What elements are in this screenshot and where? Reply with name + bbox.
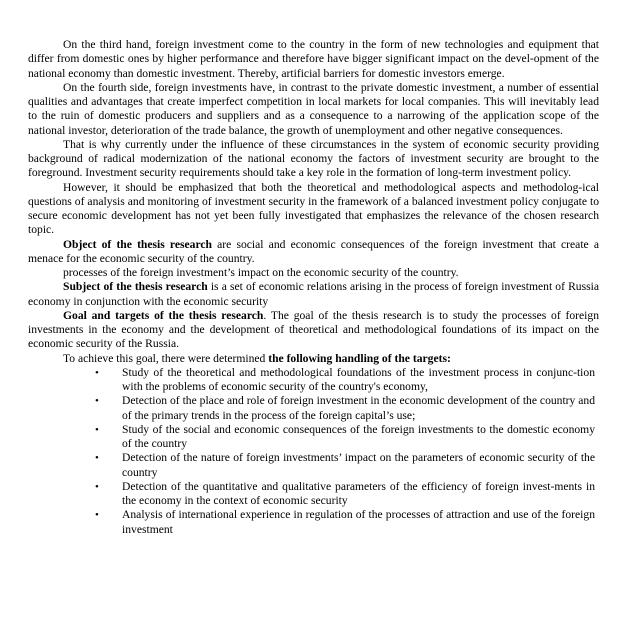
paragraph-object <box>28 238 599 267</box>
paragraph-relevance: However, it should be emphasized that both the theoretical and methodological aspects and methodolog-ical questions of analysis and monitoring of investment security in the framework of a balanced investment policy conjugate to secure economic development has not yet been fully investigated that emphasizes the relevance of the chosen research topic. <box>28 180 599 237</box>
document-page <box>28 38 599 537</box>
list-item-text: Study of the social and economic consequences of the foreign investments to the domestic economy of the country <box>122 422 595 450</box>
list-item-text: Analysis of international experience in regulation of the processes of attraction and use of the foreign investment <box>122 508 595 536</box>
goal-text: . The goal of the thesis research is to study the processes of foreign investments in the economy and the development of theoretical and methodological foundations of its impact on the economic security of the Russia. <box>28 308 599 351</box>
list-item-text: Detection of the nature of foreign investments’ impact on the parameters of economic security of the country <box>122 451 595 479</box>
object-text: are social and economic consequences of the foreign investment that create a menace for the economic security of the country. <box>28 237 599 265</box>
paragraph-subject <box>28 280 599 309</box>
paragraph-third-hand: On the third hand, foreign investment come to the country in the form of new technologies and equipment that differ from domestic ones by higher performance and therefore have bigger significant impact on the devel-opment of the national economy than domestic investment. Thereby, artificial barriers for domestic investors emerge. <box>28 38 599 80</box>
list-item-text: Detection of the place and role of foreign investment in the economic development of the country and of the primary trends in the process of the foreign capital’s use; <box>122 394 595 422</box>
goal-heading: Goal and targets of the thesis research <box>63 308 264 322</box>
paragraph-goal <box>28 309 599 352</box>
list-item-text: Detection of the quantitative and qualitative parameters of the efficiency of foreign invest-ments in the economy in the context of economic security <box>122 479 595 507</box>
list-item <box>95 365 595 395</box>
targets-intro-bold: the following handling of the targets: <box>268 351 451 365</box>
list-item <box>95 422 595 452</box>
bullet-icon: • <box>95 509 99 522</box>
paragraph-investment-security: That is why currently under the influence of these circumstances in the system of economic security providing background of radical modernization of the national economy the factors of investment security are brought to the foreground. Investment security requirements should take a key role in the formation of long-term investment policy. <box>28 137 599 180</box>
bullet-icon: • <box>95 366 99 379</box>
paragraph-fourth-side: On the fourth side, foreign investments have, in contrast to the private domestic investment, a number of essential qualities and advantages that create imperfect competition in local markets for local companies. This will inevitably lead to the ruin of domestic producers and suppliers and as a consequence to a narrowing of the application scope of the national investor, deterioration of the trade balance, the growth of unemployment and other negative consequences. <box>28 80 599 137</box>
targets-list <box>28 366 599 537</box>
subject-text: is a set of economic relations arising in the process of foreign investment of Russia economy in conjunction with the economic security <box>28 280 599 308</box>
list-item <box>95 394 595 423</box>
list-item <box>95 451 595 480</box>
targets-intro-text: To achieve this goal, there were determined <box>63 351 269 365</box>
bullet-icon: • <box>95 423 99 436</box>
paragraph-targets-intro <box>28 352 599 366</box>
bullet-icon: • <box>95 480 99 493</box>
list-item <box>95 479 595 509</box>
paragraph-object-continuation: processes of the foreign investment’s impact on the economic security of the country. <box>63 266 459 279</box>
subject-heading: Subject of the thesis research <box>63 280 208 294</box>
list-item-text: Study of the theoretical and methodological foundations of the investment process in conjunc-tion with the problems of economic security of the country's economy, <box>122 365 595 393</box>
bullet-icon: • <box>95 395 99 408</box>
list-item <box>95 508 595 537</box>
bullet-icon: • <box>95 452 99 465</box>
object-heading: Object of the thesis research <box>63 237 212 251</box>
